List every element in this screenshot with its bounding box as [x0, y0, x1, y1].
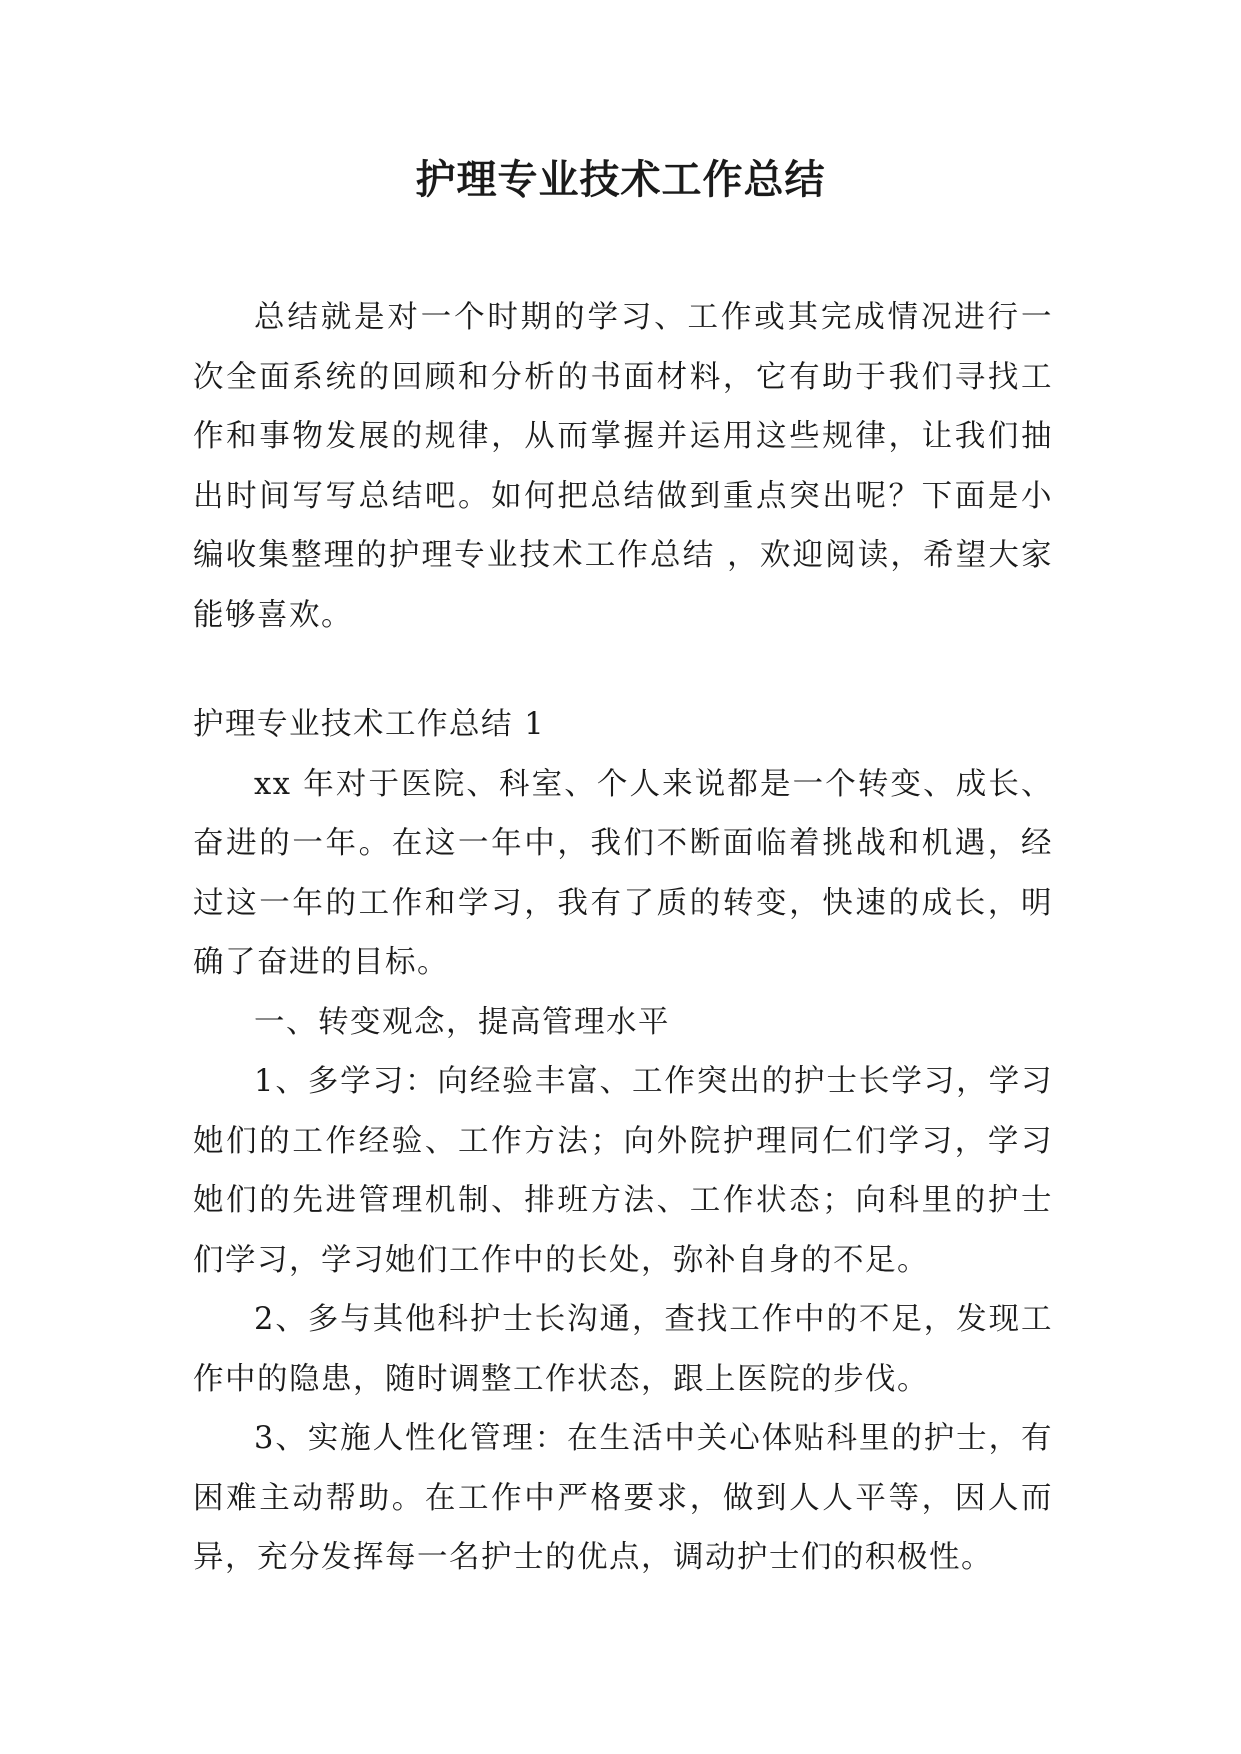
section-heading: 护理专业技术工作总结 1: [193, 707, 546, 742]
body-paragraph: xx 年对于医院、科室、个人来说都是一个转变、成长、奋进的一年。在这一年中，我们不断面临着挑战和机遇，经过这一年的工作和学习，我有了质的转变，快速的成长，明确了奋进的目标。: [193, 766, 1053, 980]
intro-section: [193, 288, 1053, 645]
body-paragraph: 2、多与其他科护士长沟通，查找工作中的不足，发现工作中的隐患，随时调整工作状态，跟上医院的步伐。: [193, 1302, 1053, 1397]
document-title: 护理专业技术工作总结: [415, 157, 826, 203]
subheading-paragraph: 一、转变观念，提高管理水平: [254, 1004, 670, 1040]
section-1: [193, 695, 1053, 1588]
body-paragraph: 1、多学习：向经验丰富、工作突出的护士长学习，学习她们的工作经验、工作方法；向外院护理同仁们学习，学习她们的先进管理机制、排班方法、工作状态；向科里的护士们学习，学习她们工作中的长处，弥补自身的不足。: [193, 1064, 1053, 1278]
body-paragraph: 3、实施人性化管理：在生活中关心体贴科里的护士，有困难主动帮助。在工作中严格要求，做到人人平等，因人而异，充分发挥每一名护士的优点，调动护士们的积极性。: [193, 1421, 1053, 1575]
intro-paragraph: 总结就是对一个时期的学习、工作或其完成情况进行一次全面系统的回顾和分析的书面材料，它有助于我们寻找工作和事物发展的规律，从而掌握并运用这些规律，让我们抽出时间写写总结吧。如何把总结做到重点突出呢？下面是小编收集整理的护理专业技术工作总结 ，欢迎阅读，希望大家能够喜欢。: [193, 300, 1053, 633]
